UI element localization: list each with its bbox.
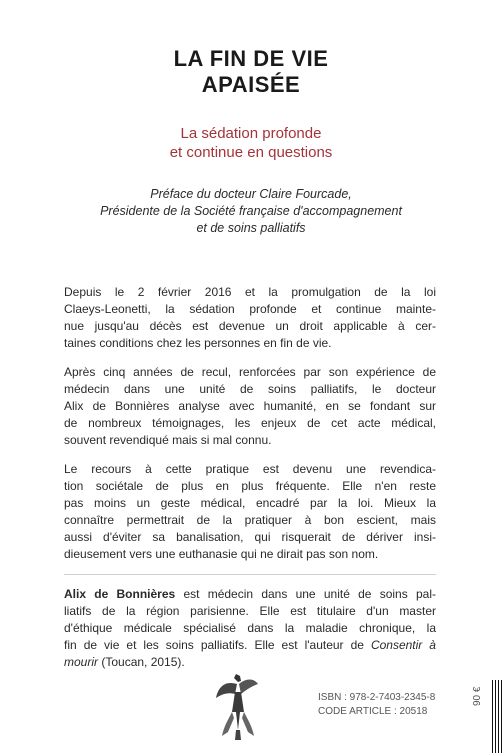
blurb-line: Le recours à cette pratique est devenu une revendica- [64,462,436,476]
bio-line-3: d'éthique médicale spécialisé dans la maladie chronique, la [64,621,436,635]
bio-line-5-text: (Toucan, 2015). [98,655,185,669]
blurb-line: connaître permettrait de la pratiquer à bon escient, mais [64,513,436,527]
isbn: ISBN : 978-2-7403-2345-8 [318,692,436,703]
author-name: Alix de Bonnières [64,587,176,601]
bio-line-1-text: est médecin dans une unité de soins pal- [175,587,436,601]
bio-line-2: liatifs de la région parisienne. Elle est titulaire d'un master [64,604,436,618]
blurb [64,284,436,575]
blurb-line: dieusement vers une euthanasie qui ne dirait pas son nom. [64,547,379,561]
blurb-line: taines conditions chez les personnes en fin de vie. [64,336,332,350]
blurb-line: Claeys-Leonetti, la sédation profonde et continue mainte- [64,302,436,316]
subtitle-line-1: La sédation profonde [180,125,322,142]
book-title [0,46,502,98]
barcode [492,680,502,753]
blurb-line: souvent revendiqué mais si mal connu. [64,433,272,447]
blurb-paragraph-3 [64,461,436,563]
book-subtitle [0,124,502,162]
blurb-line: Depuis le 2 février 2016 et la promulgation de la loi [64,285,436,299]
preface-line-3: et de soins palliatifs [196,221,306,235]
blurb-line: Après cinq années de recul, renforcées par son expérience de [64,365,436,379]
blurb-line: nue jusqu'au décès est devenue un droit applicable à cer- [64,319,436,333]
blurb-line: pas moins un geste médical, encadré par la loi. Mieux la [64,496,436,510]
preface-line-1: Préface du docteur Claire Fourcade, [150,187,352,201]
title-line-2: APAISÉE [201,72,301,97]
blurb-paragraph-2 [64,364,436,449]
blurb-line: de nombreux témoignages, les enjeux de cet acte médical, [64,416,436,430]
bio-line-4 [64,637,436,654]
preface-credit [0,186,502,237]
article-code: CODE ARTICLE : 20518 [318,706,428,717]
colophon [318,691,478,719]
bio-line-4-text: fin de vie et les soins palliatifs. Elle est l'auteur de [64,638,371,652]
blurb-line: aussi d'éviter sa banalisation, qui risquerait de dériver insi- [64,530,436,544]
blurb-paragraph-1 [64,284,436,352]
book-reference-title-part-2: mourir [64,655,99,669]
preface-line-2: Présidente de la Société française d'accompagnement [100,204,402,218]
winged-figure-logo-icon [214,672,262,742]
price-fragment: 90 € [472,686,483,706]
bio-line-5 [64,654,436,671]
blurb-line: tion sociétale de plus en plus fréquente. Elle n'en reste [64,479,436,493]
blurb-line: médecin dans une unité de soins palliatifs, le docteur [64,382,436,396]
bio-line-1 [64,586,436,603]
blurb-line: Alix de Bonnières analyse avec humanité, en se fondant sur [64,399,436,413]
title-line-1: LA FIN DE VIE [173,46,329,71]
author-bio [64,586,436,671]
divider [64,574,436,575]
book-reference-title-part-1: Consentir à [370,638,436,652]
subtitle-line-2: et continue en questions [169,144,333,161]
